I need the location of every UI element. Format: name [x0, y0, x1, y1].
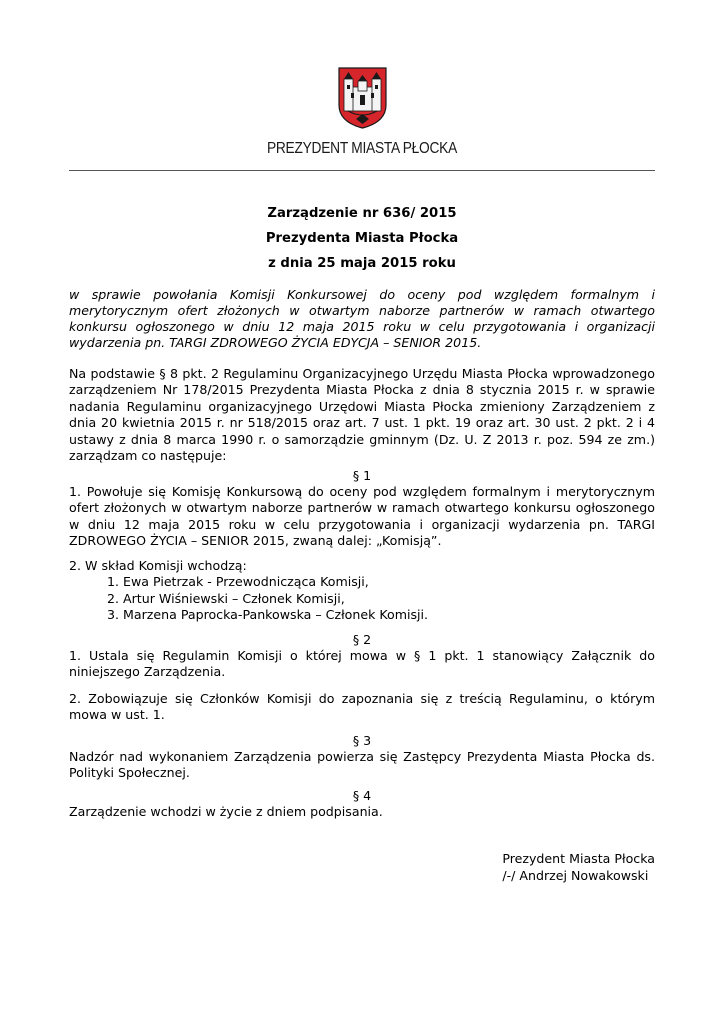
- document-issuer: Prezydenta Miasta Płocka: [265, 231, 459, 246]
- list-item: 1. Ewa Pietrzak - Przewodnicząca Komisji,: [107, 574, 369, 589]
- list-item: 3. Marzena Paprocka-Pankowska – Członek Komisji.: [107, 607, 429, 622]
- section-2-heading: § 2: [352, 632, 372, 647]
- issuing-authority: PREZYDENT MIASTA PŁOCKA: [266, 140, 458, 157]
- preamble: Na podstawie § 8 pkt. 2 Regulaminu Organizacyjnego Urzędu Miasta Płocka wprowadzonego zarządzeniem Nr 178/2015 Prezydenta Miasta Płocka z dnia 8 stycznia 2015 r. w sprawie nadania Regulaminu organizacyjnego Urzędowi Miasta Płocka zmieniony Zarządzeniem z dnia 20 kwietnia 2015 r. nr 518/2015 oraz art. 7 ust. 1 pkt. 19 oraz art. 30 ust. 2 pkt. 2 i 4 ustawy z dnia 8 marca 1990 r. o samorządzie gminnym (Dz. U. Z 2013 r. poz. 594 ze zm.) zarządzam co następuje:: [69, 366, 655, 464]
- signature-name: /-/ Andrzej Nowakowski: [502, 867, 649, 883]
- document-subject: w sprawie powołania Komisji Konkursowej do oceny pod względem formalnym i merytorycznym ofert złożonych w otwartym naborze partnerów w ramach otwartego konkursu ogłoszonego w dniu 12 maja 2015 roku w celu przygotowania i organizacji wydarzenia pn. TARGI ZDROWEGO ŻYCIA EDYCJA – SENIOR 2015.: [69, 287, 655, 350]
- section-4-text: Zarządzenie wchodzi w życie z dniem podpisania.: [69, 804, 383, 819]
- plock-coat-of-arms-icon: [338, 67, 387, 129]
- signature-title: Prezydent Miasta Płocka: [502, 851, 655, 866]
- document-date: z dnia 25 maja 2015 roku: [268, 256, 456, 271]
- signature-block: [502, 851, 655, 884]
- header-divider: [69, 170, 655, 171]
- document-title: Zarządzenie nr 636/ 2015: [267, 206, 457, 221]
- section-1-point-1: 1. Powołuje się Komisję Konkursową do oceny pod względem formalnym i merytorycznym ofert złożonych w otwartym naborze partnerów w ramach otwartego konkursu ogłoszonego w dniu 12 maja 2015 roku w celu przygotowania i organizacji wydarzenia pn. TARGI ZDROWEGO ŻYCIA – SENIOR 2015, zwaną dalej: „Komisją”.: [69, 484, 655, 549]
- section-3-text: Nadzór nad wykonaniem Zarządzenia powierza się Zastępcy Prezydenta Miasta Płocka ds. Polityki Społecznej.: [69, 749, 655, 781]
- section-2-point-2: 2. Zobowiązuje się Członków Komisji do zapoznania się z treścią Regulaminu, o którym mowa w ust. 1.: [69, 691, 655, 723]
- list-item: 2. Artur Wiśniewski – Członek Komisji,: [107, 590, 345, 606]
- committee-members-list: [69, 574, 428, 624]
- section-1-heading: § 1: [352, 468, 372, 483]
- section-1-point-2: 2. W skład Komisji wchodzą:: [69, 558, 247, 573]
- section-2-point-1: 1. Ustala się Regulamin Komisji o której mowa w § 1 pkt. 1 stanowiący Załącznik do niniejszego Zarządzenia.: [69, 648, 655, 680]
- section-4-heading: § 4: [352, 788, 372, 803]
- section-3-heading: § 3: [352, 733, 372, 748]
